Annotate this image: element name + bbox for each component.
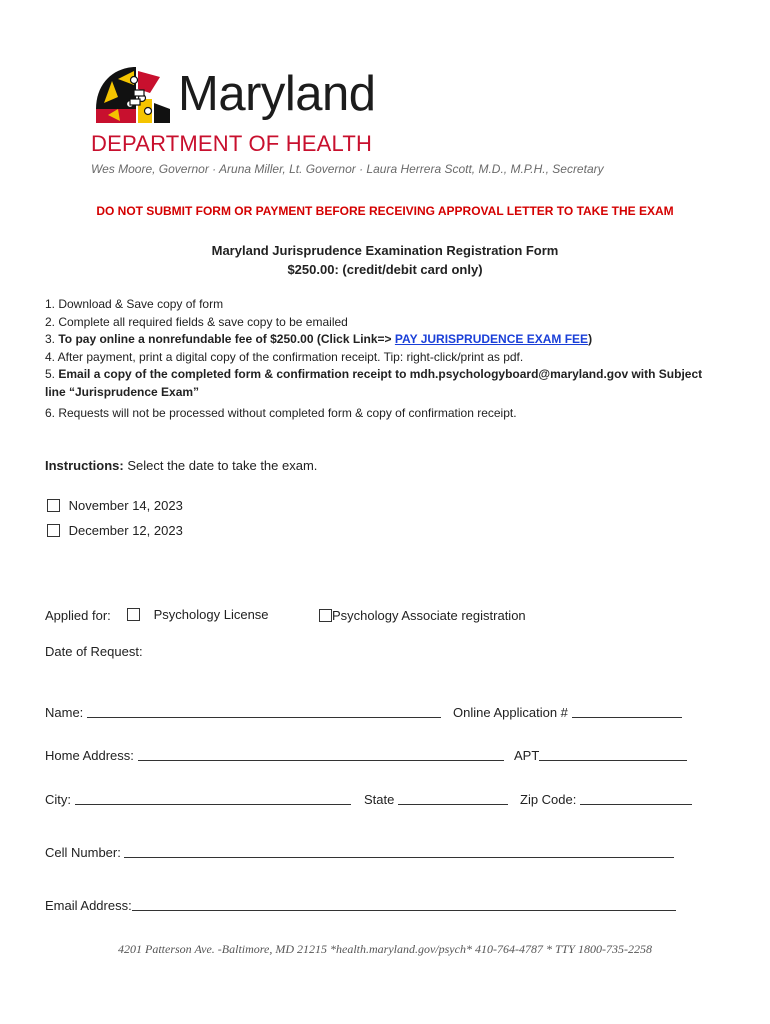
- online-application-label: Online Application #: [453, 705, 568, 720]
- step-3-close: ): [588, 332, 593, 346]
- officials-line: Wes Moore, Governor · Aruna Miller, Lt. Governor · Laura Herrera Scott, M.D., M.P.H., Secretary: [91, 162, 604, 176]
- cell-number-field: [45, 845, 674, 860]
- warning-notice: DO NOT SUBMIT FORM OR PAYMENT BEFORE RECEIVING APPROVAL LETTER TO TAKE THE EXAM: [96, 204, 674, 218]
- psychology-associate-option: [319, 608, 526, 623]
- form-title-line1: Maryland Jurisprudence Examination Registration Form: [211, 243, 559, 258]
- name-label: Name:: [45, 705, 84, 720]
- date-of-request-label: Date of Request:: [45, 644, 143, 659]
- city-field: [45, 792, 351, 807]
- cell-number-label: Cell Number:: [45, 845, 121, 860]
- brand-title: Maryland: [178, 67, 376, 121]
- state-label: State: [364, 792, 395, 807]
- city-input-line[interactable]: [75, 792, 351, 805]
- online-application-field: [453, 705, 682, 720]
- apt-label: APT: [514, 748, 540, 763]
- form-title: [0, 241, 770, 279]
- pay-exam-fee-link[interactable]: PAY JURISPRUDENCE EXAM FEE: [394, 332, 589, 346]
- instructions: [45, 458, 317, 473]
- instructions-text: Select the date to take the exam.: [123, 458, 318, 473]
- email-address-input-line[interactable]: [132, 898, 676, 911]
- step-6: 6. Requests will not be processed without completed form & copy of confirmation receipt.: [45, 406, 517, 420]
- step-5-text: Email a copy of the completed form & confirmation receipt to mdh.psychologyboard@maryland.gov with Subject line “Jurisprudence Exam”: [45, 367, 703, 399]
- name-field: [45, 705, 441, 720]
- psychology-license-option: [127, 607, 269, 622]
- apt-input-line[interactable]: [539, 748, 687, 761]
- state-input-line[interactable]: [398, 792, 508, 805]
- zip-field: [520, 792, 692, 807]
- step-2: 2. Complete all required fields & save copy to be emailed: [45, 314, 348, 329]
- psychology-license-label: Psychology License: [153, 607, 269, 622]
- email-address-label: Email Address:: [45, 898, 132, 913]
- psychology-associate-label: Psychology Associate registration: [332, 608, 526, 623]
- step-3-number: 3.: [45, 332, 59, 346]
- department-name: DEPARTMENT OF HEALTH: [91, 131, 373, 156]
- apt-field: [514, 748, 687, 763]
- step-3-text: To pay online a nonrefundable fee of $250.00 (Click Link=>: [58, 332, 395, 346]
- email-address-field: [45, 898, 676, 913]
- date-option-1-label: November 14, 2023: [68, 498, 183, 513]
- online-application-input-line[interactable]: [572, 705, 682, 718]
- psychology-associate-checkbox[interactable]: [319, 609, 332, 622]
- psychology-license-checkbox[interactable]: [127, 608, 140, 621]
- home-address-label: Home Address:: [45, 748, 134, 763]
- home-address-input-line[interactable]: [138, 748, 504, 761]
- date-option-1: [47, 498, 183, 513]
- step-5-number: 5.: [45, 367, 59, 381]
- date-option-1-checkbox[interactable]: [47, 499, 60, 512]
- step-4: 4. After payment, print a digital copy of the confirmation receipt. Tip: right-click/print as pdf.: [45, 349, 524, 364]
- name-input-line[interactable]: [87, 705, 441, 718]
- date-option-2-label: December 12, 2023: [68, 523, 183, 538]
- city-label: City:: [45, 792, 71, 807]
- zip-input-line[interactable]: [580, 792, 692, 805]
- form-fee-line: $250.00: (credit/debit card only): [287, 262, 483, 277]
- cell-number-input-line[interactable]: [124, 845, 674, 858]
- state-field: [364, 792, 508, 807]
- instruction-steps: [45, 296, 725, 423]
- step-3: [45, 331, 725, 349]
- zip-label: Zip Code:: [520, 792, 577, 807]
- instructions-label: Instructions:: [45, 458, 124, 473]
- step-5: [45, 366, 725, 401]
- date-option-2: [47, 523, 183, 538]
- footer-contact: 4201 Patterson Ave. -Baltimore, MD 21215 *health.maryland.gov/psych* 410-764-4787 * TTY 1800-735-2258: [118, 942, 652, 956]
- maryland-flag-logo: [90, 63, 172, 127]
- home-address-field: [45, 748, 504, 763]
- applied-for-label: Applied for:: [45, 608, 111, 623]
- date-option-2-checkbox[interactable]: [47, 524, 60, 537]
- step-1: 1. Download & Save copy of form: [45, 297, 224, 311]
